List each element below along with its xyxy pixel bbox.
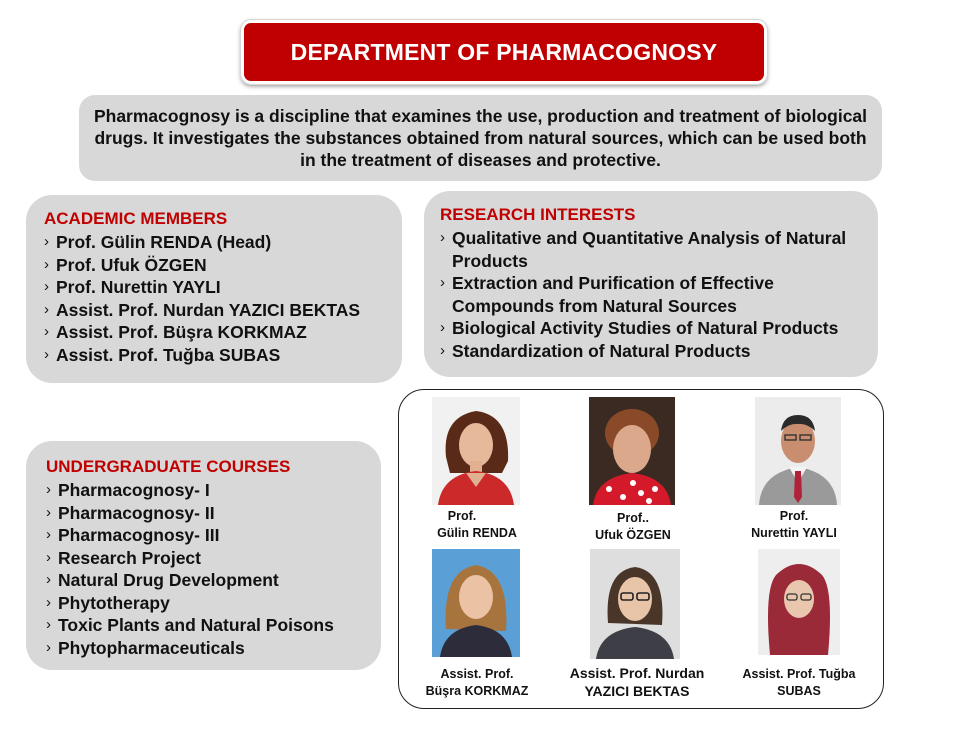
page-title-banner [241, 20, 767, 84]
portrait-photo [432, 549, 520, 657]
academic-list-item [44, 299, 360, 322]
courses-list-item [46, 592, 334, 615]
chevron-right-icon: › [44, 345, 49, 363]
chevron-right-icon: › [440, 229, 445, 246]
courses-list-item [46, 547, 334, 570]
chevron-right-icon: › [46, 526, 51, 543]
academic-item-text: Prof. Gülin RENDA (Head) [56, 232, 272, 252]
photo-caption [407, 508, 547, 542]
courses-item-text: Toxic Plants and Natural Poisons [58, 615, 334, 635]
academic-item-text: Assist. Prof. Büşra KORKMAZ [56, 322, 307, 342]
courses-item-text: Pharmacognosy- I [58, 480, 210, 500]
academic-list-item [44, 254, 360, 277]
chevron-right-icon: › [46, 548, 51, 566]
portrait-photo [590, 549, 680, 659]
courses-list-item [46, 479, 334, 502]
caption-line-2: Büşra KORKMAZ [425, 684, 529, 698]
photo-caption [552, 664, 722, 700]
academic-list-item [44, 344, 360, 367]
chevron-right-icon: › [44, 233, 49, 250]
courses-list-item [46, 569, 334, 592]
courses-item-text: Pharmacognosy- III [58, 525, 220, 545]
academic-members-heading: ACADEMIC MEMBERS [44, 209, 228, 228]
chevron-right-icon: › [440, 319, 445, 336]
research-list-item [440, 272, 860, 317]
research-interests-heading: RESEARCH INTERESTS [440, 205, 636, 224]
chevron-right-icon: › [46, 616, 51, 633]
chevron-right-icon: › [46, 593, 51, 611]
intro-panel [79, 95, 882, 181]
courses-list-item [46, 502, 334, 525]
photo-caption [724, 508, 864, 542]
caption-line-1: Assist. Prof. Nurdan [569, 665, 705, 681]
courses-item-text: Phytopharmaceuticals [58, 637, 245, 658]
courses-item-text: Pharmacognosy- II [58, 502, 215, 523]
caption-line-2: Ufuk ÖZGEN [595, 528, 671, 542]
caption-line-2: Nurettin YAYLI [751, 526, 837, 540]
caption-line-1: Prof.. [617, 511, 649, 525]
chevron-right-icon: › [46, 503, 51, 521]
courses-list-item [46, 524, 334, 547]
chevron-right-icon: › [44, 323, 49, 340]
chevron-right-icon: › [46, 571, 51, 588]
academic-list-item [44, 231, 360, 254]
research-list-item [440, 317, 860, 340]
intro-text: Pharmacognosy is a discipline that examines the use, production and treatment of biological drugs. It investigates the substances obtained from natural sources, which can be used both in the treatment of diseases and protective. [93, 106, 868, 170]
caption-line-2: YAZICI BEKTAS [584, 683, 690, 699]
academic-list-item [44, 321, 360, 344]
courses-item-text: Phytotherapy [58, 592, 170, 613]
chevron-right-icon: › [44, 300, 49, 318]
research-item-text: Biological Activity Studies of Natural Products [452, 318, 839, 338]
caption-line-2: Gülin RENDA [437, 526, 517, 540]
academic-list-item [44, 276, 360, 299]
academic-item-text: Assist. Prof. Tuğba SUBAS [56, 344, 281, 365]
chevron-right-icon: › [46, 481, 51, 498]
portrait-photo [432, 397, 520, 505]
courses-list-item [46, 637, 334, 660]
photo-caption [407, 666, 547, 700]
courses-item-text: Natural Drug Development [58, 570, 279, 590]
academic-members-panel [26, 195, 402, 383]
research-interests-panel [424, 191, 878, 377]
courses-list-item [46, 614, 334, 637]
research-interests-list [440, 227, 860, 362]
photo-caption [724, 666, 874, 700]
research-item-text: Extraction and Purification of Effective Compounds from Natural Sources [452, 273, 774, 316]
research-list-item [440, 340, 860, 363]
research-item-text: Standardization of Natural Products [452, 340, 751, 361]
caption-line-2: SUBAS [777, 684, 821, 698]
academic-item-text: Assist. Prof. Nurdan YAZICI BEKTAS [56, 299, 361, 320]
undergraduate-courses-list [46, 479, 334, 659]
caption-line-1: Prof. [779, 509, 809, 523]
portrait-photo [589, 397, 675, 505]
photo-caption [563, 510, 703, 544]
chevron-right-icon: › [440, 341, 445, 359]
academic-item-text: Prof. Nurettin YAYLI [56, 277, 221, 297]
research-item-text: Qualitative and Quantitative Analysis of Natural Products [452, 228, 847, 271]
chevron-right-icon: › [44, 255, 49, 273]
chevron-right-icon: › [46, 638, 51, 656]
academic-item-text: Prof. Ufuk ÖZGEN [56, 254, 207, 275]
caption-line-1: Prof. [447, 509, 477, 523]
portrait-photo [755, 397, 841, 505]
undergraduate-courses-panel [26, 441, 381, 670]
faculty-photo-gallery [398, 389, 884, 709]
undergraduate-courses-heading: UNDERGRADUATE COURSES [46, 457, 291, 476]
courses-item-text: Research Project [58, 547, 201, 568]
page-title: DEPARTMENT OF PHARMACOGNOSY [290, 38, 718, 65]
caption-line-1: Assist. Prof. [440, 667, 514, 681]
caption-line-1: Assist. Prof. Tuğba [742, 667, 856, 681]
portrait-photo [758, 549, 840, 655]
chevron-right-icon: › [440, 274, 445, 291]
research-list-item [440, 227, 860, 272]
chevron-right-icon: › [44, 278, 49, 295]
academic-members-list [44, 231, 360, 366]
